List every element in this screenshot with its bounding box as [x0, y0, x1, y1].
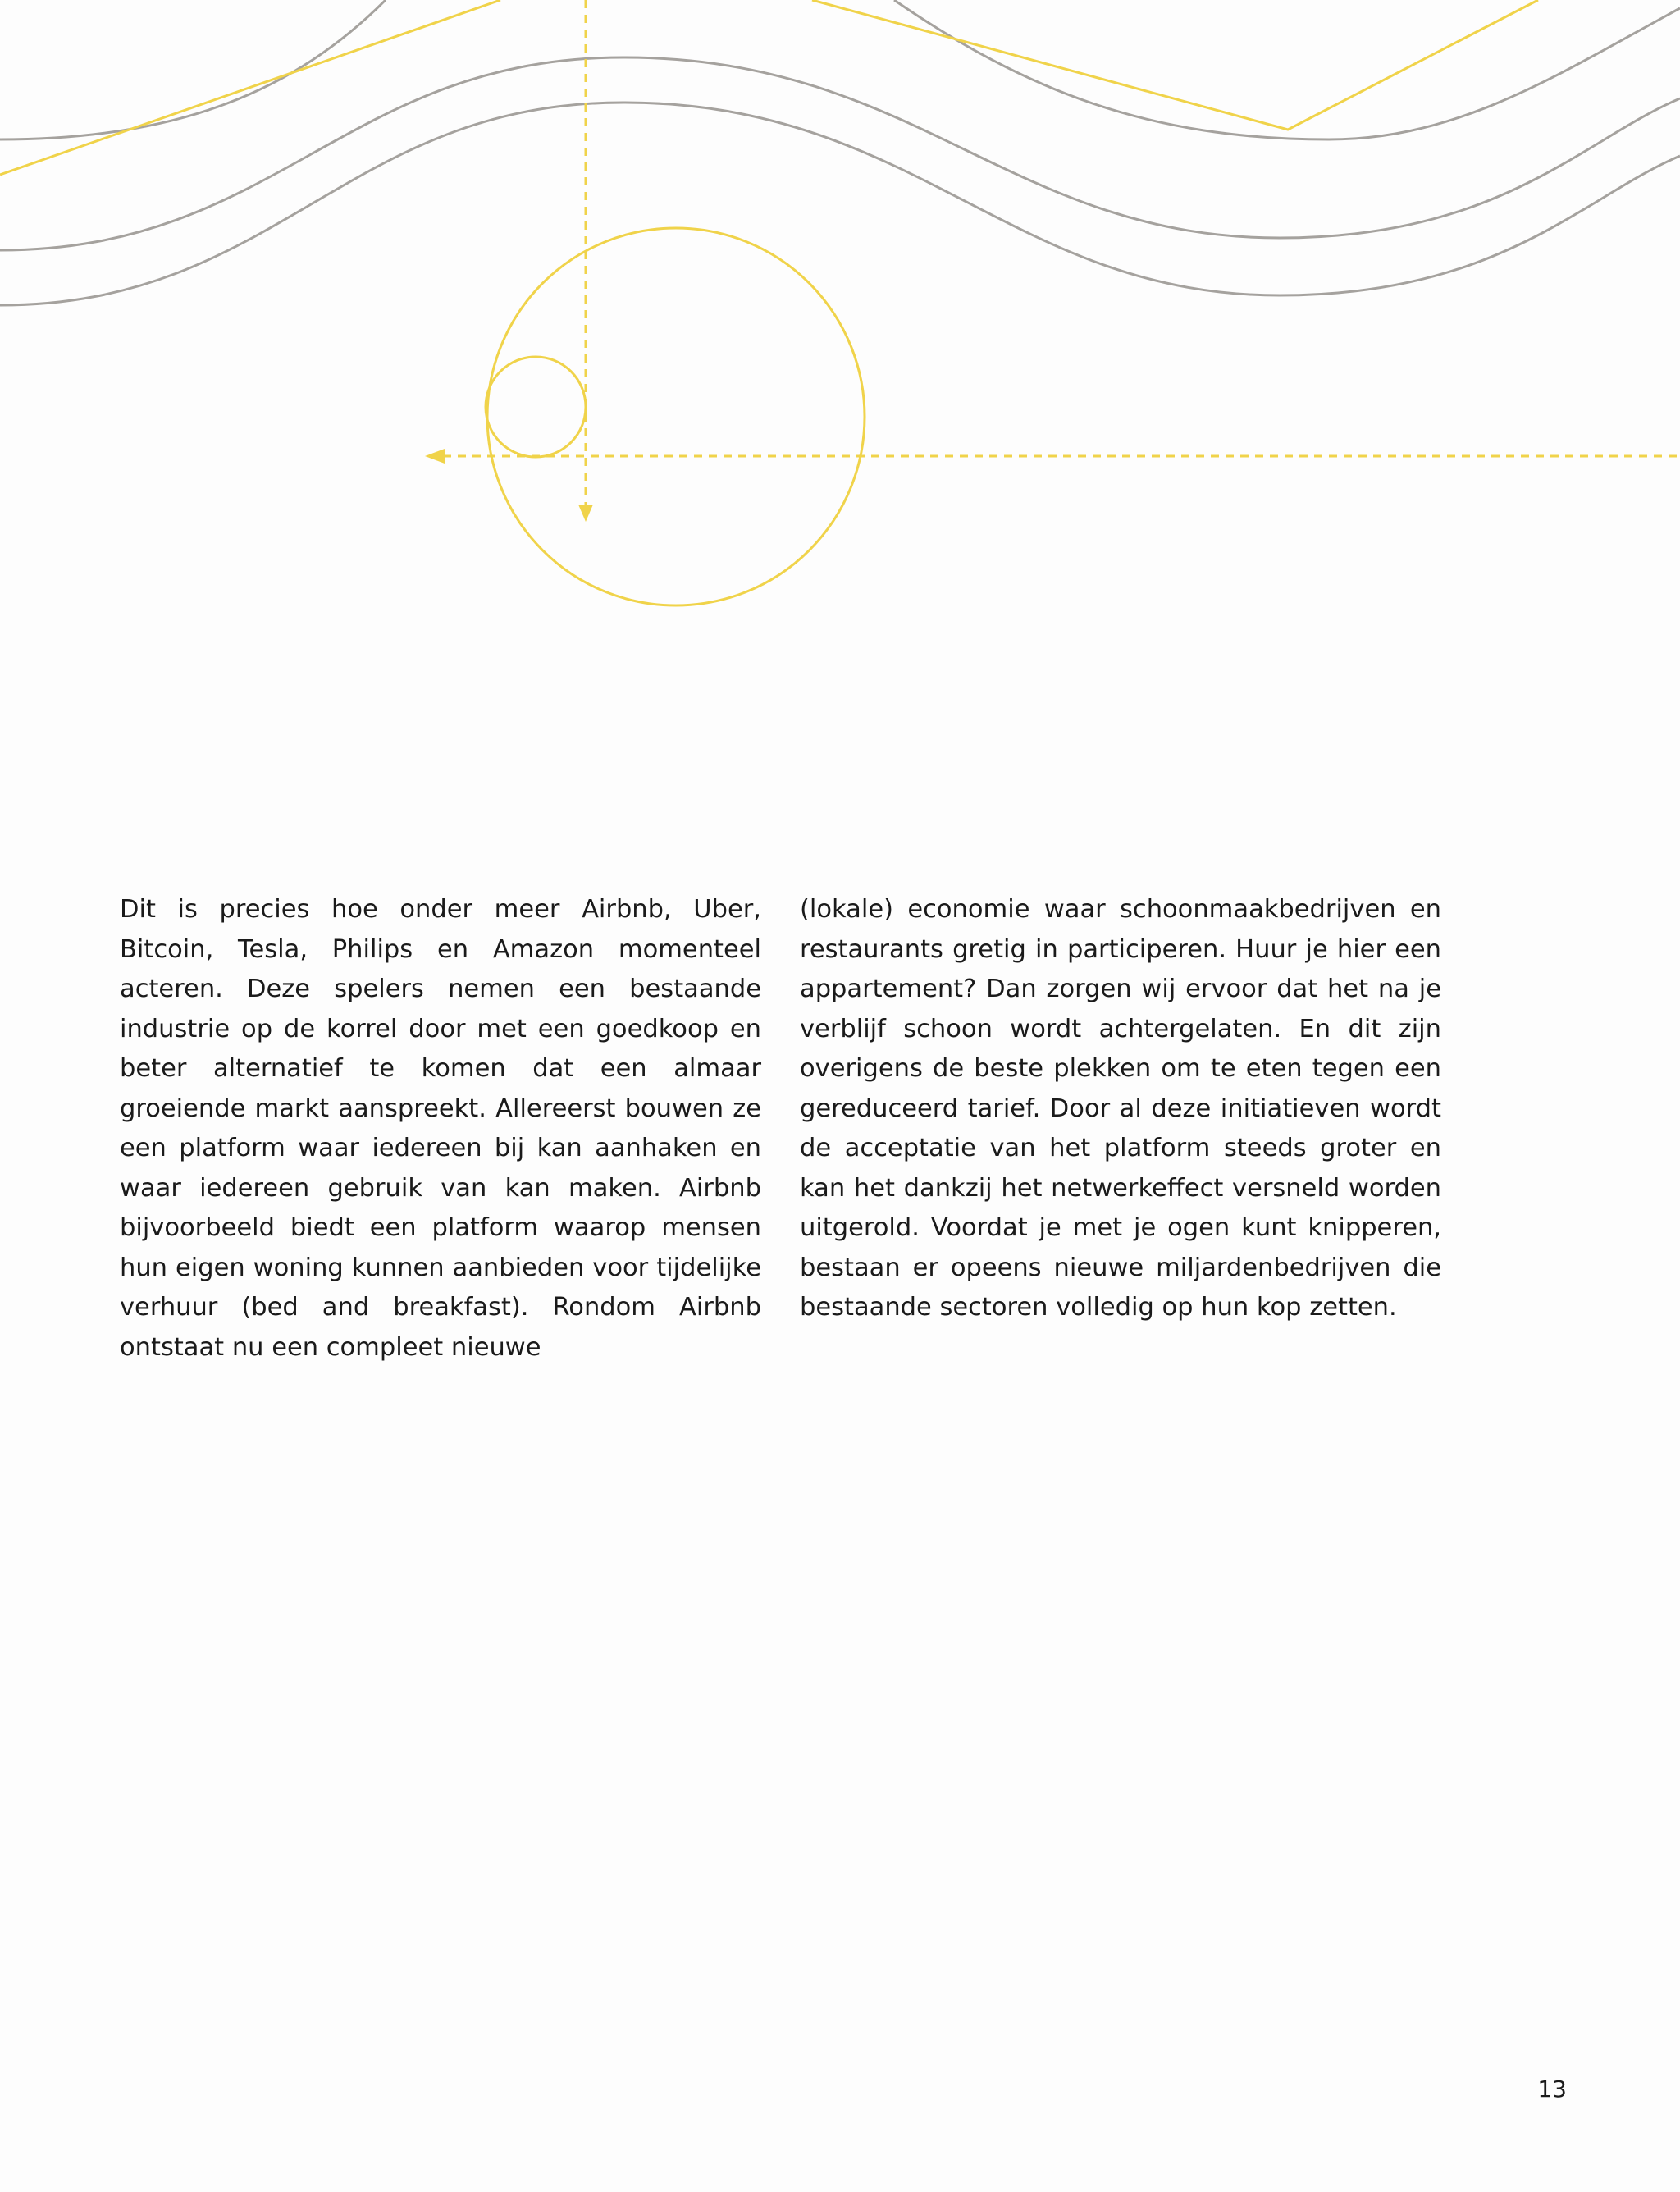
gray-wave-line-bottom [0, 103, 1680, 305]
gray-wave-line-top [0, 0, 1680, 139]
decorative-line-illustration [0, 0, 1680, 656]
body-text-left-column: Dit is precies hoe onder meer Airbnb, Uber, Bitcoin, Tesla, Philips en Amazon momenteel acteren. Deze spelers nemen een bestaande industrie op de korrel door met een goedkoop en beter alternatief te komen dat een almaar groeiende markt aanspreekt. Allereerst bouwen ze een platform waar iedereen bij kan aanhaken en waar iedereen gebruik van kan maken. Airbnb bijvoorbeeld biedt een platform waarop mensen hun eigen woning kunnen aanbieden voor tijdelijke verhuur (bed and breakfast). Rondom Airbnb ontstaat nu een compleet nieuwe [120, 895, 761, 1362]
body-text-right-column: (lokale) economie waar schoonmaakbedrijven en restaurants gretig in participeren. Huur je hier een appartement? Dan zorgen wij ervoor dat het na je verblijf schoon wordt achtergelaten. En dit zijn overigens de beste plekken om te eten tegen een gereduceerd tarief. Door al deze initiatieven wordt de acceptatie van het platform steeds groter en kan het dankzij het netwerkeffect versneld worden uitgerold. Voordat je met je ogen kunt knipperen, bestaan er opeens nieuwe miljardenbedrijven die bestaande sectoren volledig op hun kop zetten. [800, 895, 1441, 1322]
arrow-down-icon [578, 505, 593, 522]
small-yellow-circle [486, 357, 586, 457]
arrow-left-icon [425, 449, 445, 464]
yellow-line-right [812, 0, 1538, 130]
large-yellow-circle [487, 228, 865, 605]
page-number: 13 [1537, 2076, 1567, 2103]
yellow-line-left [0, 0, 500, 175]
